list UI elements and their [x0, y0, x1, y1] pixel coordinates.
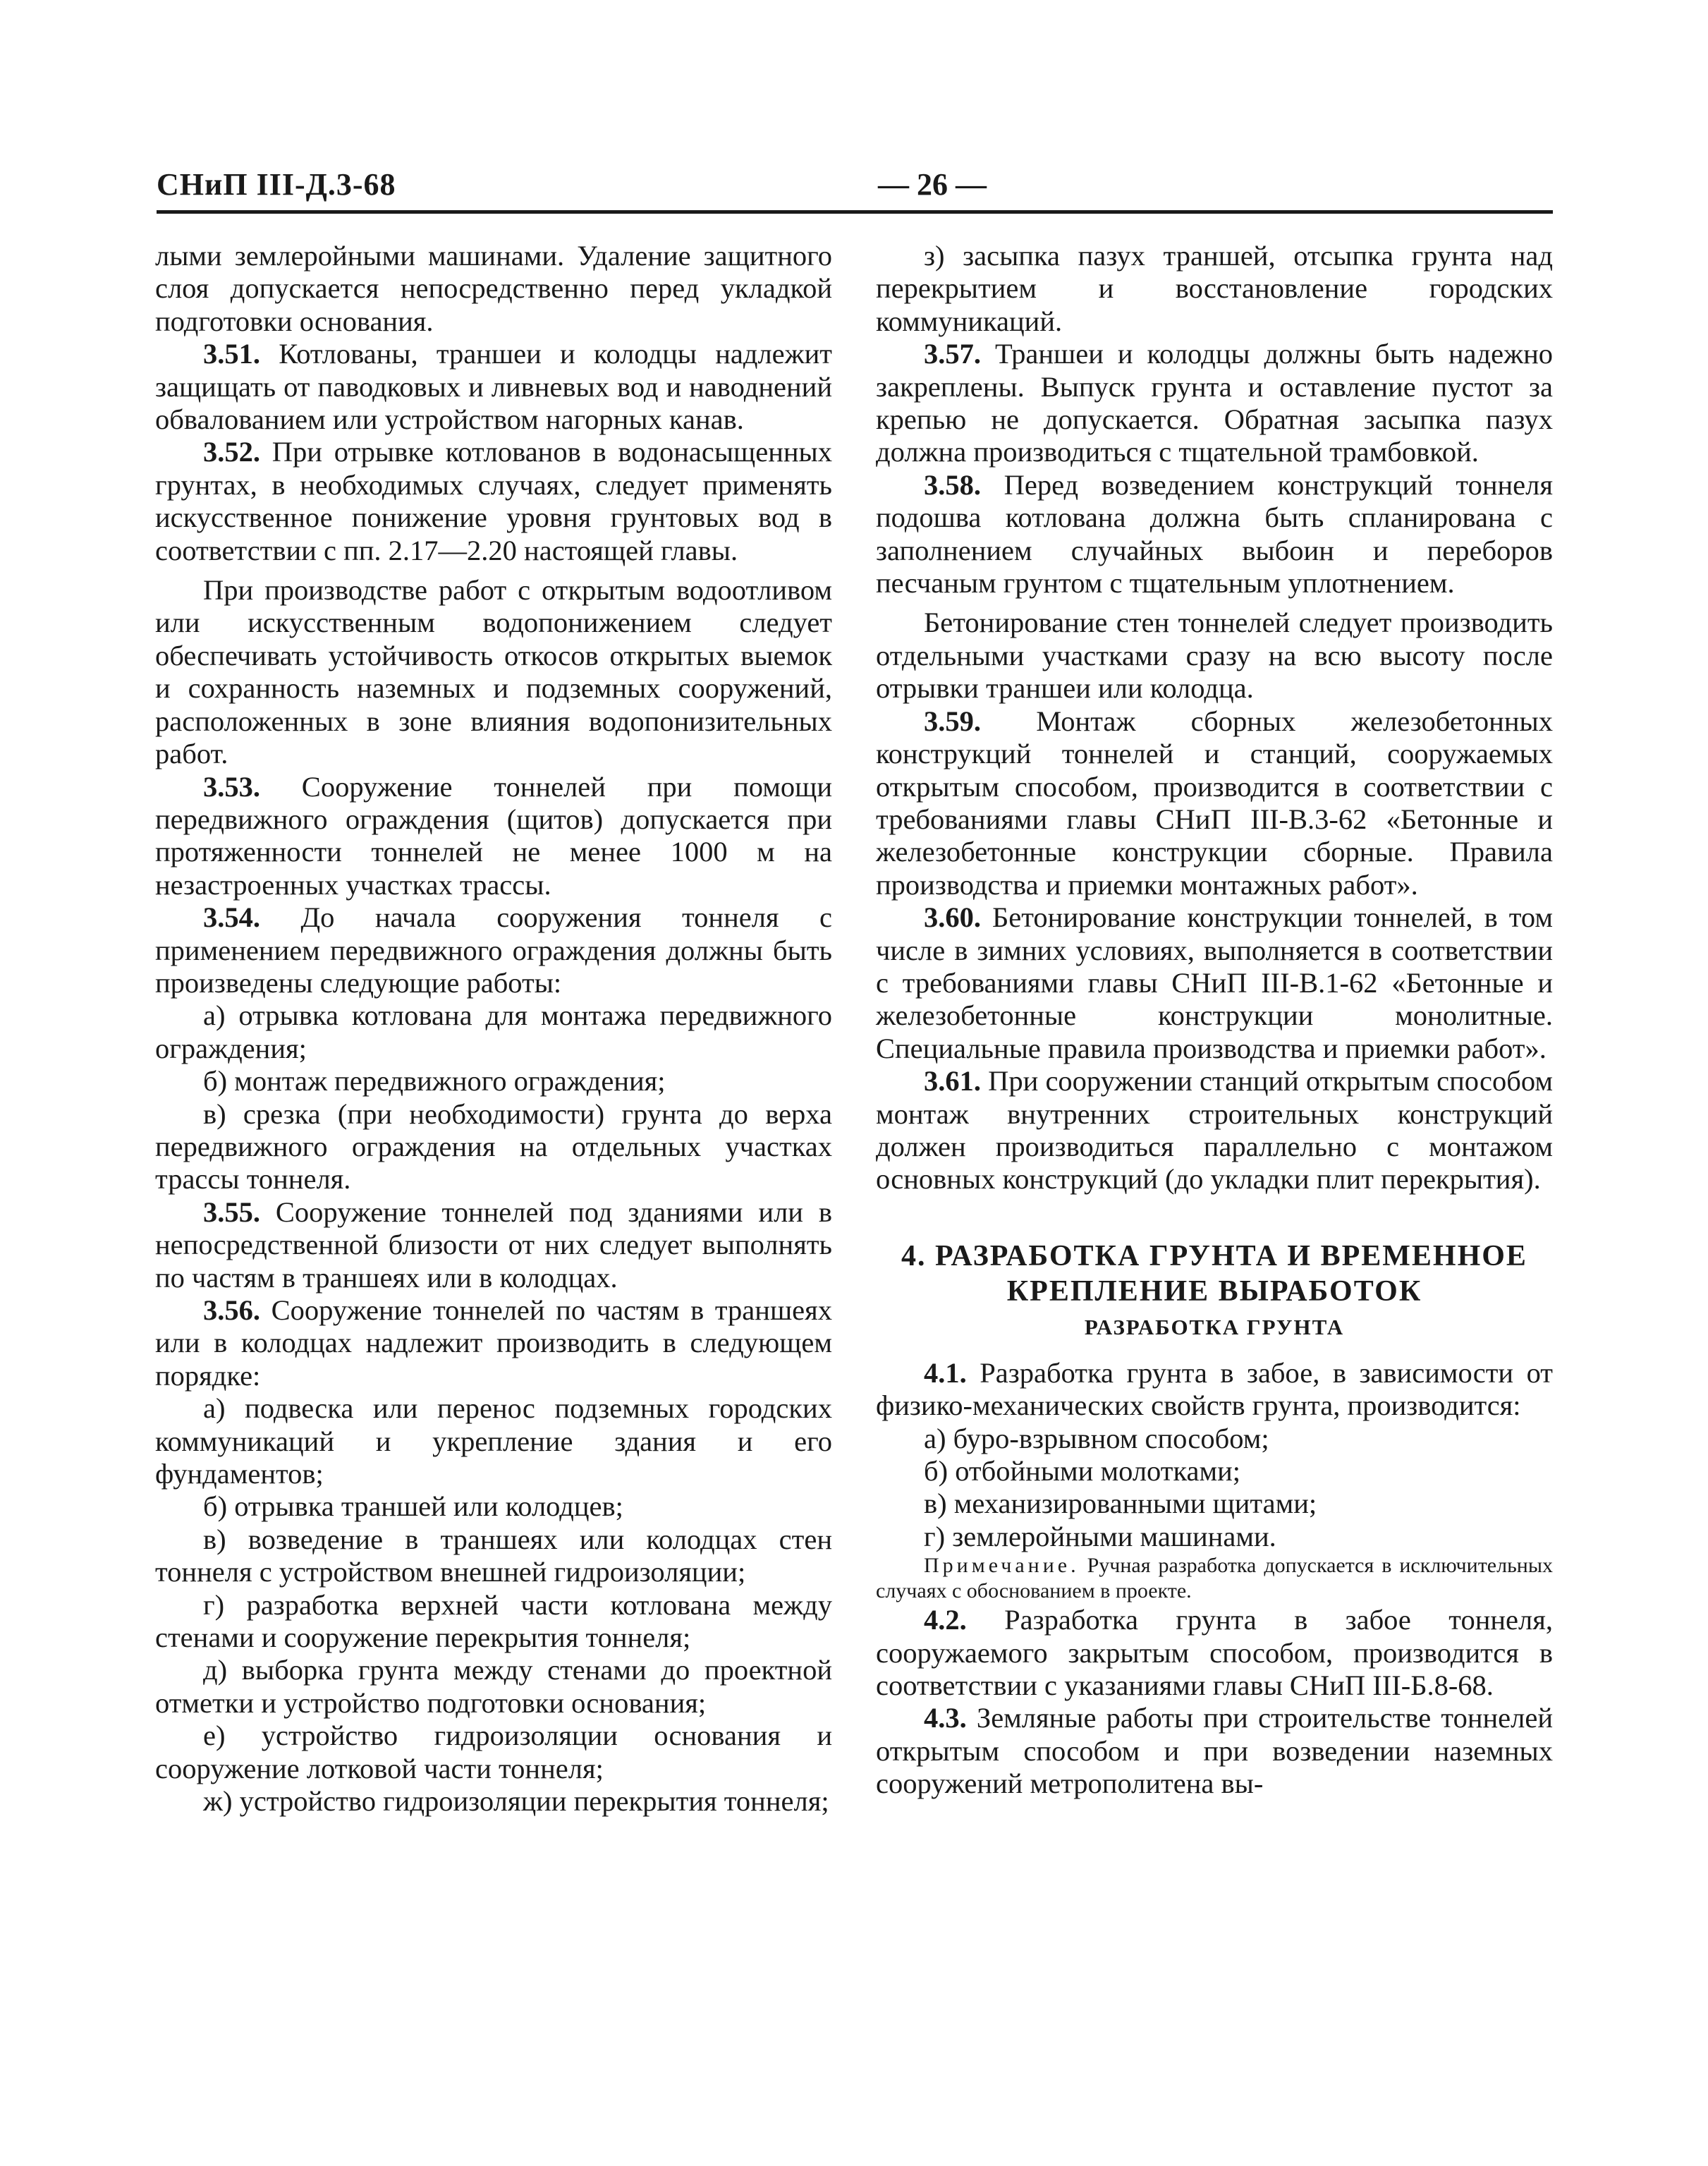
list-item: а) подвеска или перенос подземных городских коммуникаций и укрепление здания и его фундаментов;: [155, 1392, 832, 1490]
clause-number: 4.3.: [924, 1702, 967, 1734]
clause-number: 3.58.: [924, 468, 981, 501]
list-item: д) выборка грунта между стенами до проектной отметки и устройство подготовки основания;: [155, 1654, 832, 1719]
clause-text: Монтаж сборных железобетонных конструкций тоннелей и станций, сооружаемых открытым способом, производится в соответствии с требованиями главы СНиП III-В.3-62 «Бетонные и железобетонные конструкции сборные. Правила производства и приемки монтажных работ».: [876, 705, 1553, 901]
list-item: б) монтаж передвижного ограждения;: [203, 1065, 666, 1097]
clause-number: 3.56.: [203, 1294, 260, 1326]
clause-3-58: [876, 469, 1553, 600]
clause-number: 3.54.: [203, 901, 260, 934]
note: [876, 1553, 1553, 1604]
paragraph: При производстве работ с открытым водоотливом или искусственным водопонижением следует обеспечивать устойчивость откосов открытых выемок и сохранность наземных и подземных сооружений, расположенных в зоне влияния водопонизительных работ.: [155, 574, 832, 770]
clause-3-61: [876, 1065, 1553, 1196]
clause-3-59: [876, 705, 1553, 901]
clause-3-52: [155, 436, 832, 567]
clause-number: 3.53.: [203, 770, 260, 803]
clause-number: 3.59.: [924, 705, 981, 737]
page-number: — 26 —: [878, 167, 987, 202]
header-rule: [157, 210, 1553, 214]
paragraph-continued: лыми землеройными машинами. Удаление защитного слоя допускается непосредственно перед укладкой подготовки основания.: [155, 240, 832, 337]
list-item: е) устройство гидроизоляции основания и сооружение лотковой части тоннеля;: [155, 1720, 832, 1784]
list-item: в) возведение в траншеях или колодцах стен тоннеля с устройством внешней гидроизоляции;: [155, 1523, 832, 1588]
clause-text: Сооружение тоннелей при помощи передвижного ограждения (щитов) допускается при протяженности тоннелей не менее 1000 м на незастроенных участках трассы.: [155, 770, 832, 901]
list-item: в) механизированными щитами;: [924, 1487, 1317, 1520]
note-text: Ручная разработка допускается в исключительных случаях с обоснованием в проекте.: [876, 1554, 1553, 1603]
clause-text: До начала сооружения тоннеля с применением передвижного ограждения должны быть произведены следующие работы:: [155, 901, 832, 999]
subsection-title: РАЗРАБОТКА ГРУНТА: [1084, 1314, 1345, 1339]
left-column: [155, 240, 832, 1818]
clause-3-57: [876, 338, 1553, 469]
clause-number: 3.52.: [203, 436, 260, 468]
clause-text: При сооружении станций открытым способом монтаж внутренних строительных конструкций должен производиться параллельно с монтажом основных конструкций (до укладки плит перекрытия).: [876, 1065, 1553, 1195]
list-item: г) разработка верхней части котлована между стенами и сооружение перекрытия тоннеля;: [155, 1588, 832, 1654]
clause-number: 3.51.: [203, 338, 260, 370]
clause-text: Перед возведением конструкций тоннеля подошва котлована должна быть спланирована с заполнением случайных выбоин и переборов песчаным грунтом с тщательным уплотнением.: [876, 468, 1553, 600]
clause-4-3: [876, 1702, 1553, 1800]
page-header: [157, 164, 1553, 213]
clause-3-55: [155, 1196, 832, 1294]
clause-3-51: [155, 338, 832, 436]
section-title: 4. РАЗРАБОТКА ГРУНТА И ВРЕМЕННОЕ КРЕПЛЕНИЕ ВЫРАБОТОК: [901, 1239, 1527, 1308]
clause-text: Разработка грунта в забое, в зависимости от физико-механических свойств грунта, производится:: [876, 1356, 1553, 1422]
clause-3-56: [155, 1294, 832, 1392]
clause-number: 4.2.: [924, 1604, 967, 1636]
right-column: [876, 240, 1553, 1801]
clause-3-53: [155, 771, 832, 902]
clause-text: Траншеи и колодцы должны быть надежно закреплены. Выпуск грунта и оставление пустот за крепью не допускается. Обратная засыпка пазух должна производиться с тщательной трамбовкой.: [876, 338, 1553, 468]
paragraph: Бетонирование стен тоннелей следует производить отдельными участками сразу на всю высоту после отрывки траншеи или колодца.: [876, 607, 1553, 705]
list-item: а) буро-взрывном способом;: [924, 1422, 1269, 1454]
list-item: з) засыпка пазух траншей, отсыпка грунта над перекрытием и восстановление городских коммуникаций.: [876, 240, 1553, 337]
list-item: б) отбойными молотками;: [924, 1455, 1241, 1487]
document-code: СНиП III-Д.3-68: [157, 167, 396, 202]
clause-3-60: [876, 901, 1553, 1065]
clause-4-1: [876, 1357, 1553, 1423]
clause-number: 3.57.: [924, 338, 981, 370]
clause-number: 3.55.: [203, 1195, 260, 1228]
list-item: б) отрывка траншей или колодцев;: [203, 1490, 623, 1523]
clause-number: 4.1.: [924, 1356, 967, 1389]
clause-text: Разработка грунта в забое тоннеля, сооружаемого закрытым способом, производится в соответствии с указаниями главы СНиП III-Б.8-68.: [876, 1604, 1553, 1702]
clause-text: Сооружение тоннелей под зданиями или в непосредственной близости от них следует выполнять по частям в траншеях или в колодцах.: [155, 1195, 832, 1294]
clause-3-54: [155, 901, 832, 999]
list-item: г) землеройными машинами.: [924, 1520, 1276, 1552]
clause-text: Бетонирование конструкции тоннелей, в том числе в зимних условиях, выполняется в соответствии с требованиями главы СНиП III-В.1-62 «Бетонные и железобетонные конструкции монолитные. Специальные правила производства и приемки работ».: [876, 901, 1553, 1064]
clause-text: При отрывке котлованов в водонасыщенных грунтах, в необходимых случаях, следует применять искусственное понижение уровня грунтовых вод в соответствии с пп. 2.17—2.20 настоящей главы.: [155, 436, 832, 566]
clause-text: Земляные работы при строительстве тоннелей открытым способом и при возведении наземных сооружений метрополитена вы-: [876, 1702, 1553, 1800]
clause-4-2: [876, 1604, 1553, 1702]
list-item: а) отрывка котлована для монтажа передвижного ограждения;: [155, 999, 832, 1064]
clause-text: Котлованы, траншеи и колодцы надлежит защищать от паводковых и ливневых вод и наводнений обвалованием или устройством нагорных канав.: [155, 338, 832, 436]
list-item: в) срезка (при необходимости) грунта до верха передвижного ограждения на отдельных участках трассы тоннеля.: [155, 1097, 832, 1195]
clause-number: 3.61.: [924, 1065, 981, 1097]
list-item: ж) устройство гидроизоляции перекрытия тоннеля;: [203, 1785, 829, 1818]
clause-number: 3.60.: [924, 901, 981, 934]
clause-text: Сооружение тоннелей по частям в траншеях или в колодцах надлежит производить в следующем порядке:: [155, 1294, 832, 1392]
note-label: Примечание.: [924, 1554, 1080, 1578]
